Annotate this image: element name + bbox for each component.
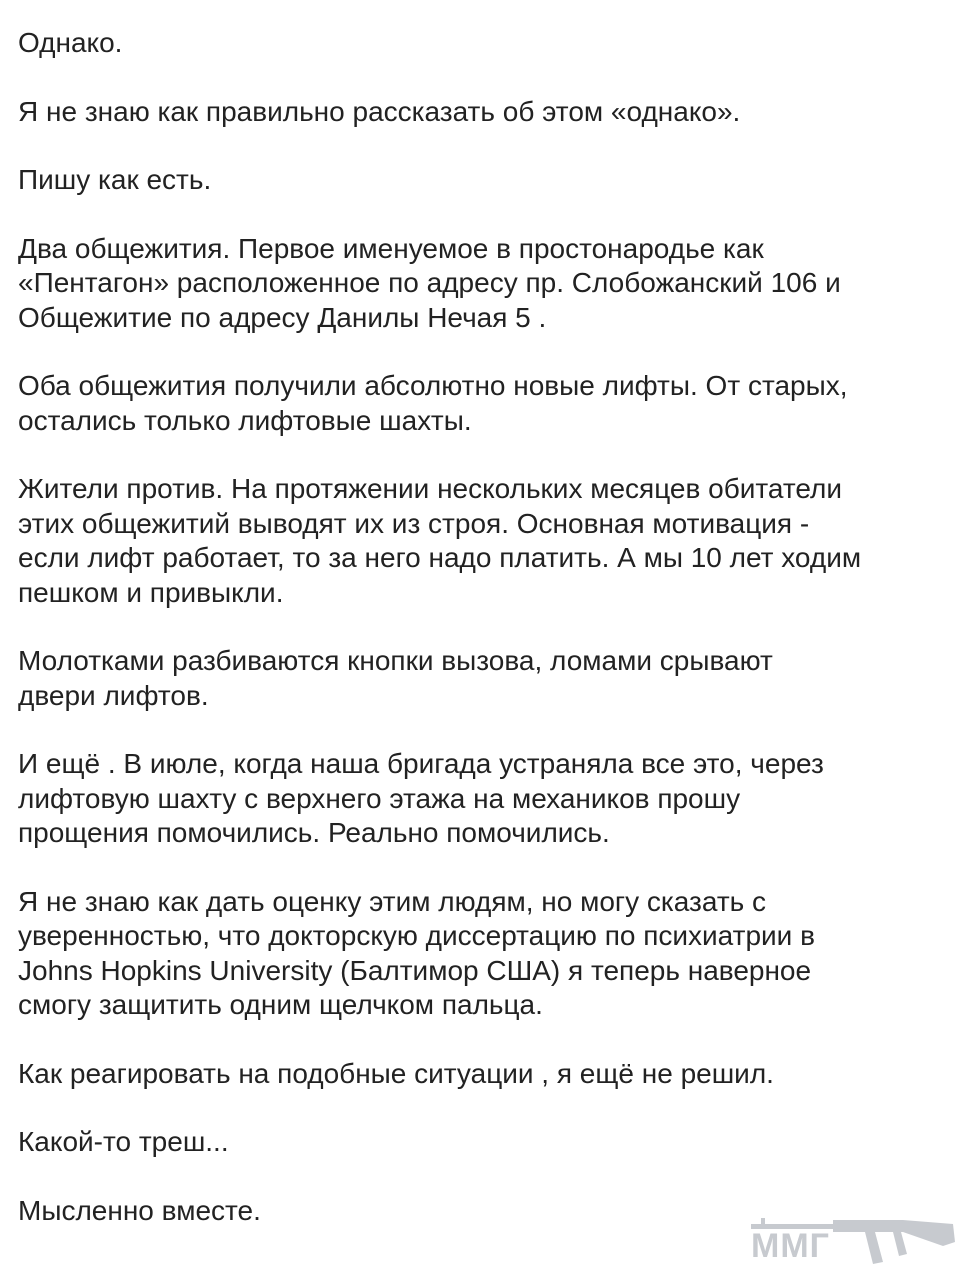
- paragraph-1: Однако.: [18, 27, 123, 58]
- paragraph-10: Как реагировать на подобные ситуации , я ещё не решил.: [18, 1057, 774, 1089]
- paragraph-12: Мысленно вместе.: [18, 1194, 261, 1226]
- paragraph-8: И ещё . В июле, когда наша бригада устраняла все это, через лифтовую шахту с верхнего этажа на механиков прошу прощения помочились. Реально помочились.: [18, 748, 824, 848]
- paragraph-4: Два общежития. Первое именуемое в простонародье как «Пентагон» расположенное по адресу пр. Слобожанский 106 и Общежитие по адресу Данилы Нечая 5 .: [18, 232, 841, 333]
- paragraph-7: Молотками разбиваются кнопки вызова, ломами срывают двери лифтов.: [18, 645, 773, 711]
- paragraph-11: Какой-то треш...: [18, 1126, 229, 1157]
- watermark-text: ММГ: [751, 1227, 830, 1265]
- paragraph-6: Жители против. На протяжении нескольких месяцев обитатели этих общежитий выводят их из строя. Основная мотивация - если лифт работает, то за него надо платить. А мы 10 лет ходим пешком и привыкли.: [18, 473, 862, 608]
- paragraph-3: Пишу как есть.: [18, 164, 212, 195]
- paragraph-5: Оба общежития получили абсолютно новые лифты. От старых, остались только лифтовые шахты.: [18, 370, 848, 436]
- watermark: [747, 1202, 959, 1274]
- paragraph-2: Я не знаю как правильно рассказать об этом «однако».: [18, 95, 741, 127]
- post-body: [18, 26, 953, 1228]
- paragraph-9: Я не знаю как дать оценку этим людям, но могу сказать с уверенностью, что докторскую диссертацию по психиатрии в Johns Hopkins University (Балтимор США) я теперь наверное смогу защитить одним щелчком пальца.: [18, 885, 815, 1020]
